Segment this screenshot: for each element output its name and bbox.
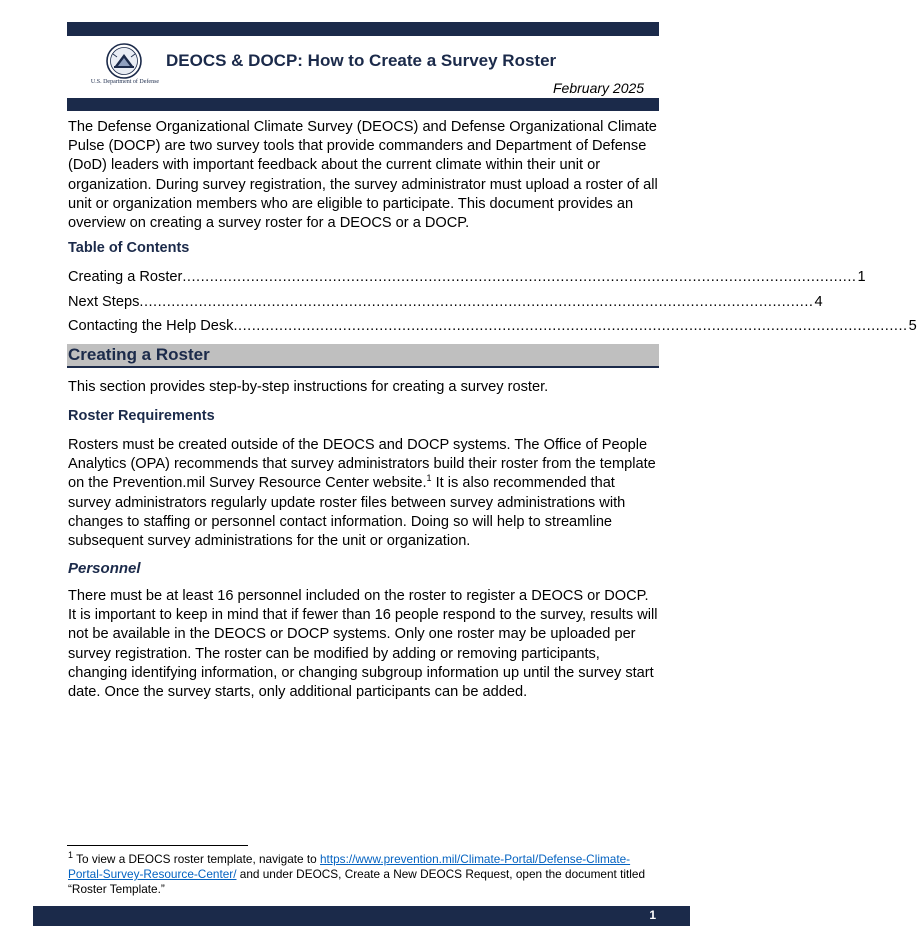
header-top-bar: [67, 22, 659, 36]
intro-paragraph: The Defense Organizational Climate Survey (DEOCS) and Defense Organizational Climate Pulse (DOCP) are two survey tools that provide commanders and Department of Defense (DoD) leaders with important feedback about the current climate within their unit or organization. During survey registration, the survey administrator must upload a roster of all unit or organization members who are eligible to participate. This document provides an overview on creating a survey roster for a DEOCS or a DOCP.: [68, 119, 658, 232]
requirements-text-part-1: Rosters must be created outside of the DEOCS and DOCP systems. The Office of People Analytics (OPA) recommends that survey administrators build their roster from the template on the Prevention.mil Survey Resource Center website.: [68, 437, 656, 492]
logo-caption: U.S. Department of Defense: [90, 79, 160, 85]
toc-entry-label: Creating a Roster: [68, 269, 183, 285]
roster-requirements-paragraph: [68, 436, 660, 551]
footer-bar: [33, 906, 690, 926]
requirements-text-part-2: It is also recommended that survey administrators regularly update roster files between survey administrations with changes to staffing or personnel contact information. Doing so will help to streamline subsequent survey administrations for the unit or organization.: [68, 475, 626, 550]
roster-template-link[interactable]: https://www.prevention.mil/Climate-Portal/Defense-Climate-Portal-Survey-Resource-Center/: [68, 852, 631, 882]
footnote-marker: 1: [68, 850, 74, 861]
document-date: February 2025: [553, 80, 645, 96]
toc-leader-dots: ....................................................................................................................................................: [139, 294, 814, 310]
roster-requirements-heading: Roster Requirements: [68, 408, 215, 424]
header-bottom-bar: [67, 98, 659, 111]
toc-entry-page: 4: [814, 294, 823, 310]
personnel-heading: Personnel: [68, 560, 141, 577]
toc-entry-label: Next Steps: [68, 294, 140, 310]
toc-leader-dots: ....................................................................................................................................................: [182, 269, 857, 285]
footnote: [68, 852, 658, 898]
toc-leader-dots: ....................................................................................................................................................: [233, 318, 908, 334]
document-title: DEOCS & DOCP: How to Create a Survey Roster: [166, 51, 557, 70]
footnote-reference[interactable]: 1: [426, 473, 432, 484]
footnote-text-before: To view a DEOCS roster template, navigate to: [73, 852, 320, 866]
toc-entry-help-desk[interactable]: [68, 318, 917, 338]
toc-entry-label: Contacting the Help Desk: [68, 318, 234, 334]
toc-entry-creating-roster[interactable]: [68, 269, 866, 289]
section-intro: This section provides step-by-step instructions for creating a survey roster.: [68, 379, 549, 395]
footnote-text-after: and under DEOCS, Create a New DEOCS Request, open the document titled “Roster Template.”: [68, 867, 646, 897]
toc-entry-page: 5: [908, 318, 917, 334]
footnote-separator: [67, 845, 248, 846]
personnel-paragraph: There must be at least 16 personnel included on the roster to register a DEOCS or DOCP. It is important to keep in mind that if fewer than 16 people respond to the survey, results will not be available in the DEOCS or DOCP systems. Only one roster may be uploaded per survey registration. The roster can be modified by adding or removing participants, changing identifying information, or changing subgroup information up until the survey start date. Once the survey starts, only additional participants can be added.: [68, 588, 658, 701]
toc-entry-next-steps[interactable]: [68, 294, 823, 314]
toc-heading: Table of Contents: [68, 240, 190, 256]
toc-entry-page: 1: [857, 269, 866, 285]
section-title: Creating a Roster: [68, 345, 210, 364]
page-number: 1: [649, 908, 656, 922]
